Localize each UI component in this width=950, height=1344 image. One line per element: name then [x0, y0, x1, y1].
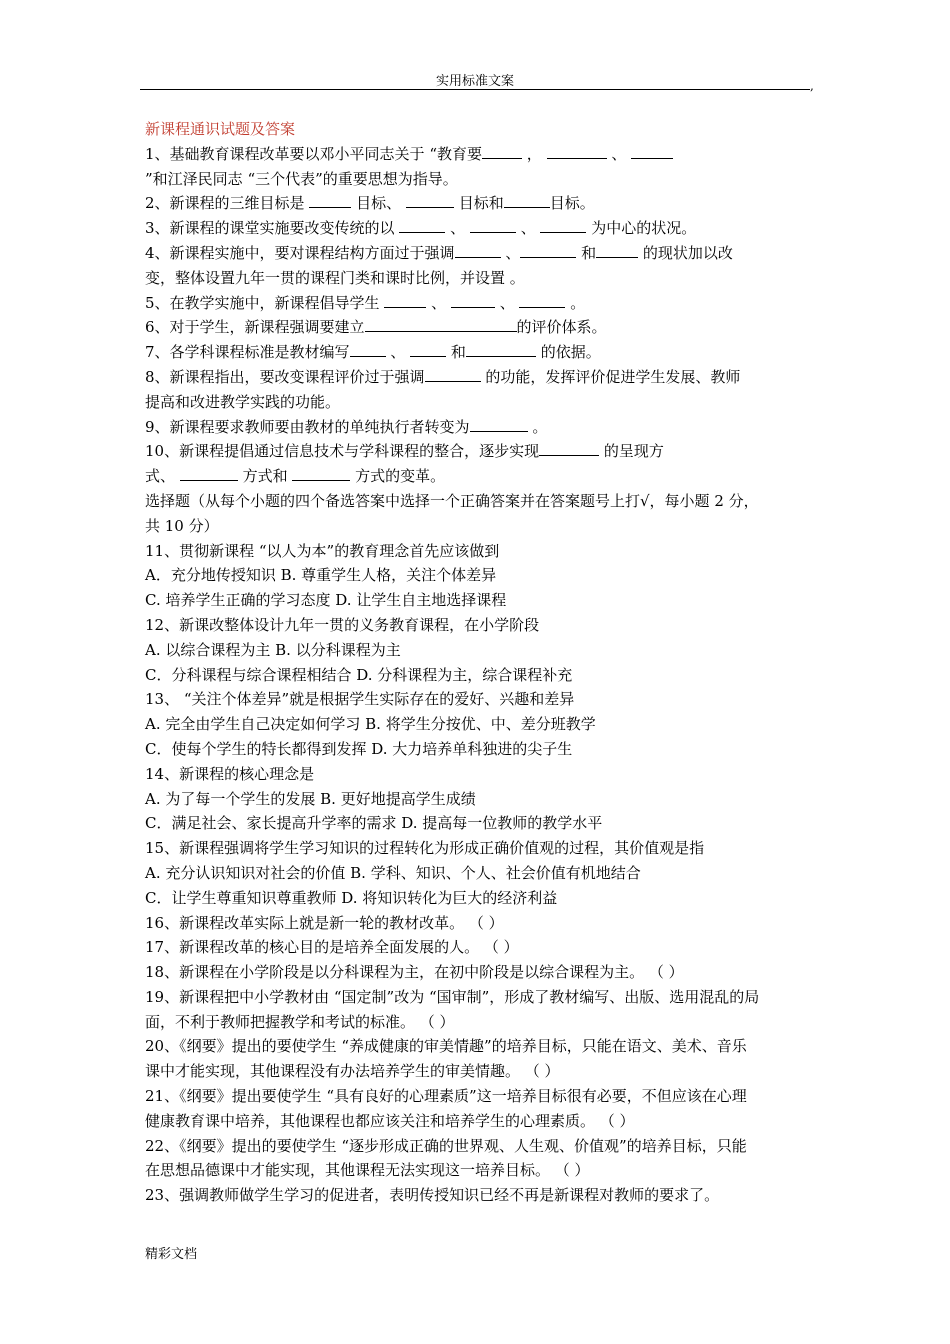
tf-question-21-line-1: 21、《纲要》提出要使学生 “具有良好的心理素质”这一培养目标很有必要，不但应该在心理 [145, 1087, 747, 1106]
blank [292, 465, 350, 481]
blank [482, 143, 522, 159]
blank [451, 292, 495, 308]
blank [350, 341, 386, 357]
mc-question-12: 12、新课改整体设计九年一贯的义务教育课程，在小学阶段 [145, 615, 540, 634]
page-header: 实用标准文案 [435, 74, 514, 89]
mc-options-ab: A. 为了每一个学生的发展 B. 更好地提高学生成绩 [145, 789, 476, 808]
blank [519, 292, 565, 308]
question-1-line-2: ”和江泽民同志 “三个代表”的重要思想为指导。 [145, 169, 458, 188]
question-4-line-1: 4、新课程实施中，要对课程结构方面过于强调 、 和 的现状加以改 [145, 243, 733, 262]
document-body [145, 117, 810, 1208]
question-1-line-1: 1、基础教育课程改革要以邓小平同志关于 “教育要 ， 、 [145, 142, 810, 167]
blank [520, 242, 576, 258]
mc-question-13: 13、 “关注个体差异”就是根据学生实际存在的爱好、兴趣和差异 [145, 690, 575, 709]
tf-question-20-line-1: 20、《纲要》提出的要使学生 “养成健康的审美情趣”的培养目标，只能在语文、美术、音乐 [145, 1037, 747, 1056]
blank [540, 217, 586, 233]
blank [547, 143, 607, 159]
question-2: 2、新课程的三维目标是 目标、 目标和 目标。 [145, 194, 595, 213]
tf-question-22-line-1: 22、《纲要》提出的要使学生 “逐步形成正确的世界观、人生观、价值观”的培养目标，只能 [145, 1136, 747, 1155]
question-6: 6、对于学生，新课程强调要建立 的评价体系。 [145, 318, 607, 337]
question-9: 9、新课程要求教师要由教材的单纯执行者转变为 。 [145, 417, 548, 436]
page-footer: 精彩文档 [145, 1247, 198, 1262]
blank [455, 242, 501, 258]
tf-question-20-line-2: 课中才能实现，其他课程没有办法培养学生的审美情趣。 （ ） [145, 1062, 560, 1081]
header-rule [140, 89, 810, 90]
blank [470, 217, 516, 233]
blank [384, 292, 426, 308]
blank [410, 341, 446, 357]
blank [425, 366, 481, 382]
mc-options-cd: C．使每个学生的特长都得到发挥 D. 大力培养单科独进的尖子生 [145, 739, 573, 758]
tf-question-17: 17、新课程改革的核心目的是培养全面发展的人。 （ ） [145, 938, 519, 957]
question-3: 3、新课程的课堂实施要改变传统的以 、 、 为中心的状况。 [145, 219, 697, 238]
tf-question-21-line-2: 健康教育课中培养，其他课程也都应该关注和培养学生的心理素质。 （ ） [145, 1111, 635, 1130]
blank [539, 440, 599, 456]
tf-question-23: 23、强调教师做学生学习的促进者，表明传授知识已经不再是新课程对教师的要求了。 [145, 1186, 720, 1205]
blank [309, 192, 351, 208]
mc-options-ab: A. 以综合课程为主 B. 以分科课程为主 [145, 640, 401, 659]
tf-question-22-line-2: 在思想品德课中才能实现，其他课程无法实现这一培养目标。 （ ） [145, 1161, 590, 1180]
mc-options-cd: C．分科课程与综合课程相结合 D. 分科课程为主，综合课程补充 [145, 665, 573, 684]
mc-options-cd: C．让学生尊重知识尊重教师 D. 将知识转化为巨大的经济利益 [145, 888, 558, 907]
mc-options-ab: A. 完全由学生自己决定如何学习 B. 将学生分按优、中、差分班教学 [145, 715, 596, 734]
blank [631, 143, 673, 159]
mc-options-ab: A．充分地传授知识 B. 尊重学生人格，关注个体差异 [145, 566, 497, 585]
question-8-line-2: 提高和改进教学实践的功能。 [145, 392, 341, 411]
question-5: 5、在教学实施中，新课程倡导学生 、 、 。 [145, 293, 586, 312]
mc-question-14: 14、新课程的核心理念是 [145, 764, 315, 783]
question-7: 7、各学科课程标准是教材编写 、 和 的依据。 [145, 343, 601, 362]
tf-question-16: 16、新课程改革实际上就是新一轮的教材改革。 （ ） [145, 913, 504, 932]
mc-question-11: 11、贯彻新课程 “以人为本”的教育理念首先应该做到 [145, 541, 500, 560]
question-8-line-1: 8、新课程指出，要改变课程评价过于强调 的功能，发挥评价促进学生发展、教师 [145, 367, 741, 386]
blank [406, 192, 454, 208]
document-title: 新课程通识试题及答案 [145, 120, 296, 138]
choice-section-intro-2: 共 10 分） [145, 516, 219, 535]
blank [596, 242, 638, 258]
mc-question-15: 15、新课程强调将学生学习知识的过程转化为形成正确价值观的过程，其价值观是指 [145, 839, 705, 858]
blank [466, 341, 536, 357]
mc-options-cd: C. 培养学生正确的学习态度 D. 让学生自主地选择课程 [145, 591, 507, 610]
header-mark: , [810, 79, 814, 93]
blank [470, 416, 528, 432]
question-4-line-2: 变，整体设置九年一贯的课程门类和课时比例，并设置 。 [145, 268, 525, 287]
question-10-line-1: 10、新课程提倡通过信息技术与学科课程的整合，逐步实现 的呈现方 [145, 442, 664, 461]
question-10-line-2: 式、 方式和 方式的变革。 [145, 467, 446, 486]
choice-section-intro-1: 选择题（从每个小题的四个备选答案中选择一个正确答案并在答案题号上打√，每小题 2 分， [145, 491, 759, 510]
tf-question-19-line-1: 19、新课程把中小学教材由 “国定制”改为 “国审制”，形成了教材编写、出版、选用混乱的局 [145, 987, 760, 1006]
blank [180, 465, 238, 481]
mc-options-ab: A. 充分认识知识对社会的价值 B. 学科、知识、个人、社会价值有机地结合 [145, 863, 641, 882]
blank [365, 316, 517, 332]
mc-options-cd: C．满足社会、家长提高升学率的需求 D. 提高每一位教师的教学水平 [145, 814, 603, 833]
blank [399, 217, 445, 233]
tf-question-18: 18、新课程在小学阶段是以分科课程为主，在初中阶段是以综合课程为主。 （ ） [145, 963, 684, 982]
blank [504, 192, 550, 208]
tf-question-19-line-2: 面，不利于教师把握教学和考试的标准。 （ ） [145, 1012, 455, 1031]
